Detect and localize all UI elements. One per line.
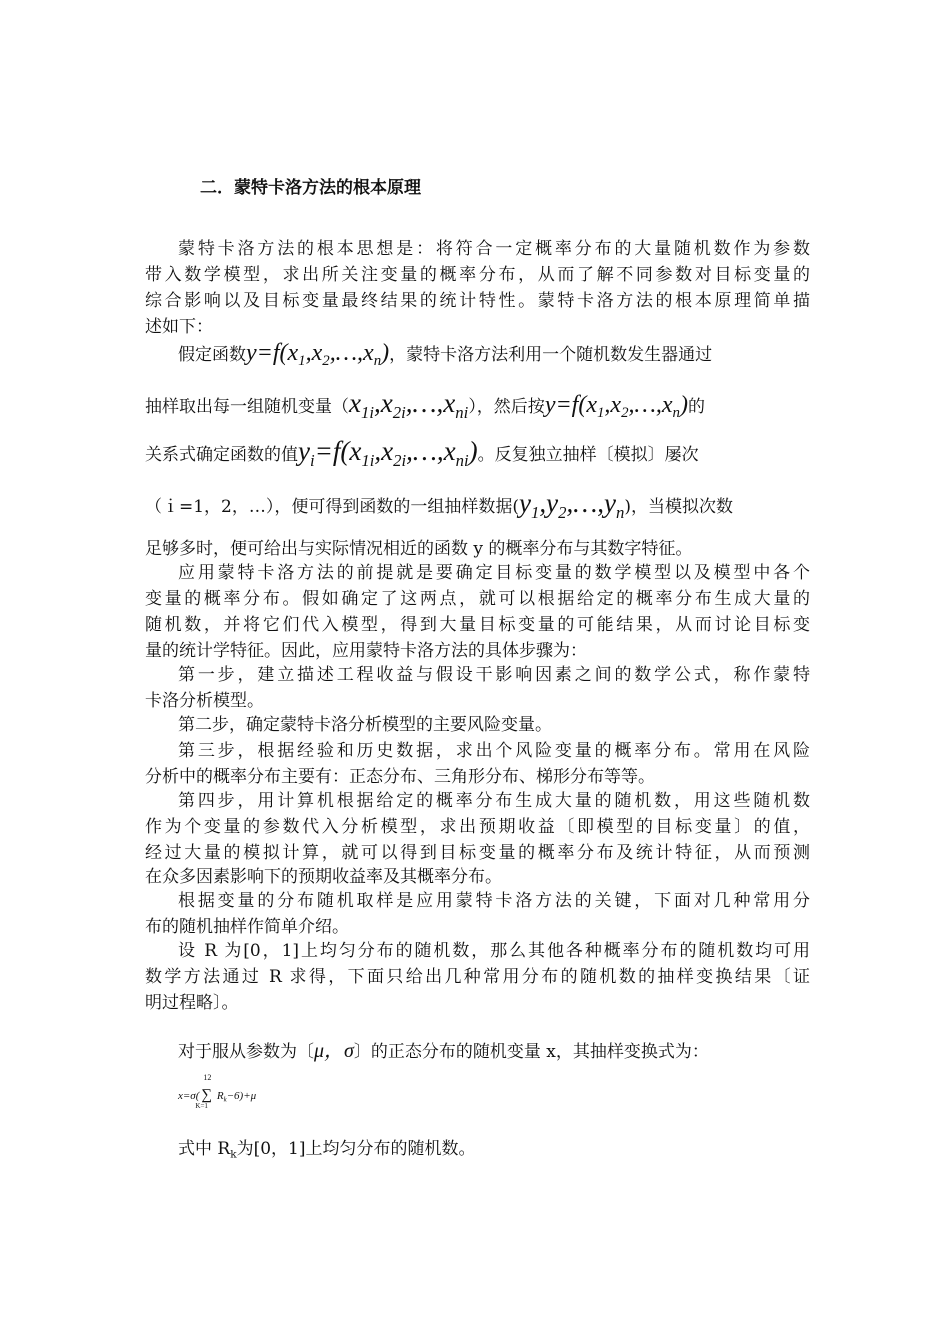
text-run: 。反复独立抽样〔模拟〕屡次: [477, 445, 699, 465]
text-run: 抽样取出每一组随机变量（: [145, 397, 349, 417]
paragraph-line: [145, 488, 810, 523]
paragraph-line: 量的统计学特征。因此，应用蒙特卡洛方法的具体步骤为：: [145, 641, 587, 661]
paragraph-line: 在众多因素影响下的预期收益率及其概率分布。: [145, 867, 502, 887]
paragraph-line: 应用蒙特卡洛方法的前提就是要确定目标变量的数学模型以及模型中各个: [178, 563, 810, 583]
formula-subscript: k: [223, 1096, 227, 1104]
paragraph-line: [145, 436, 810, 471]
text-run: 对于服从参数为〔: [178, 1042, 314, 1062]
paragraph-line: [178, 340, 810, 370]
formula-y-f-x: $y=f(x_1,x_2,\dots,x_n)$: [246, 340, 390, 370]
paragraph-line: 卡洛分析模型。: [145, 691, 264, 711]
text-run: )，当模拟次数: [624, 497, 733, 517]
paragraph-line: [178, 1034, 810, 1063]
paragraph-line: [145, 388, 810, 423]
formula-sample-y: $y_1,y_2,\dots,y_n$: [519, 488, 625, 522]
text-run: 〕的正态分布的随机变量 x，其抽样变换式为：: [353, 1042, 709, 1062]
text-run: 的: [687, 397, 705, 417]
normal-sampling-formula: [178, 1073, 257, 1110]
sigma-icon: ∑ 12 K=1: [195, 1073, 213, 1110]
text-run: （ｉ=1，2，…），便可得到函数的一组抽样数据(: [145, 497, 520, 517]
paragraph-line: 根据变量的分布随机取样是应用蒙特卡洛方法的关键，下面对几种常用分: [178, 891, 810, 911]
paragraph-line: 带入数学模型，求出所关注变量的概率分布，从而了解不同参数对目标变量的: [145, 265, 810, 285]
paragraph-line: 作为个变量的参数代入分析模型，求出预期收益〔即模型的目标变量〕的值，: [145, 817, 810, 837]
section-heading: 二．蒙特卡洛方法的根本原理: [200, 178, 421, 198]
text-run: 为[0，1]上均匀分布的随机数。: [236, 1139, 476, 1159]
paragraph-line: 设 R 为[0，1]上均匀分布的随机数，那么其他各种概率分布的随机数均可用: [178, 941, 810, 961]
text-run: ），然后按: [468, 397, 545, 417]
formula-y-f-x: $y=f(x_1,x_2,\dots,x_n)$: [544, 392, 688, 422]
text-run: 式中 R: [178, 1139, 231, 1159]
paragraph-line: 蒙特卡洛方法的根本思想是：将符合一定概率分布的大量随机数作为参数: [178, 239, 810, 259]
paragraph-line: 综合影响以及目标变量最终结果的统计特性。蒙特卡洛方法的根本原理简单描: [145, 291, 810, 311]
text-run: 假定函数: [178, 345, 246, 365]
formula-part: −6)+μ: [226, 1090, 257, 1102]
formula-mu-sigma: μ，σ: [314, 1040, 354, 1062]
formula-part: x=σ(: [178, 1090, 200, 1102]
text-run: ，蒙特卡洛方法利用一个随机数发生器通过: [389, 345, 713, 365]
paragraph-line: 第一步，建立描述工程收益与假设干影响因素之间的数学公式，称作蒙特: [178, 665, 810, 685]
paragraph-line: 足够多时，便可给出与实际情况相近的函数 y 的概率分布与其数字特征。: [145, 539, 693, 559]
paragraph-line: 第二步，确定蒙特卡洛分析模型的主要风险变量。: [178, 715, 552, 735]
paragraph-line: 数学方法通过 R 求得，下面只给出几种常用分布的随机数的抽样变换结果〔证: [145, 967, 810, 987]
paragraph-line: 述如下：: [145, 317, 213, 337]
formula-random-vars: $x_{1i},x_{2i},\dots,x_{ni}$: [349, 388, 469, 422]
paragraph-line: 经过大量的模拟计算，就可以得到目标变量的概率分布及统计特征，从而预测: [145, 843, 810, 863]
text-subscript: k: [230, 1148, 237, 1161]
paragraph-line: 分析中的概率分布主要有：正态分布、三角形分布、梯形分布等等。: [145, 767, 655, 787]
paragraph-line: 第三步，根据经验和历史数据，求出个风险变量的概率分布。常用在风险: [178, 741, 810, 761]
paragraph-line: 随机数，并将它们代入模型，得到大量目标变量的可能结果，从而讨论目标变: [145, 615, 810, 635]
paragraph-line: 明过程略〕。: [145, 993, 239, 1013]
paragraph-line: 第四步，用计算机根据给定的概率分布生成大量的随机数，用这些随机数: [178, 791, 810, 811]
sum-upper-limit: 12: [203, 1073, 212, 1082]
paragraph-line: 布的随机抽样作简单介绍。: [145, 917, 349, 937]
sum-lower-limit: K=1: [195, 1102, 208, 1110]
formula-part: R: [216, 1090, 224, 1102]
formula-yi: $y_i=f(x_{1i},x_{2i},\dots,x_{ni})$: [298, 436, 478, 470]
text-run: 关系式确定函数的值: [145, 445, 298, 465]
paragraph-line: [178, 1134, 810, 1161]
paragraph-line: 变量的概率分布。假如确定了这两点，就可以根据给定的概率分布生成大量的: [145, 589, 810, 609]
